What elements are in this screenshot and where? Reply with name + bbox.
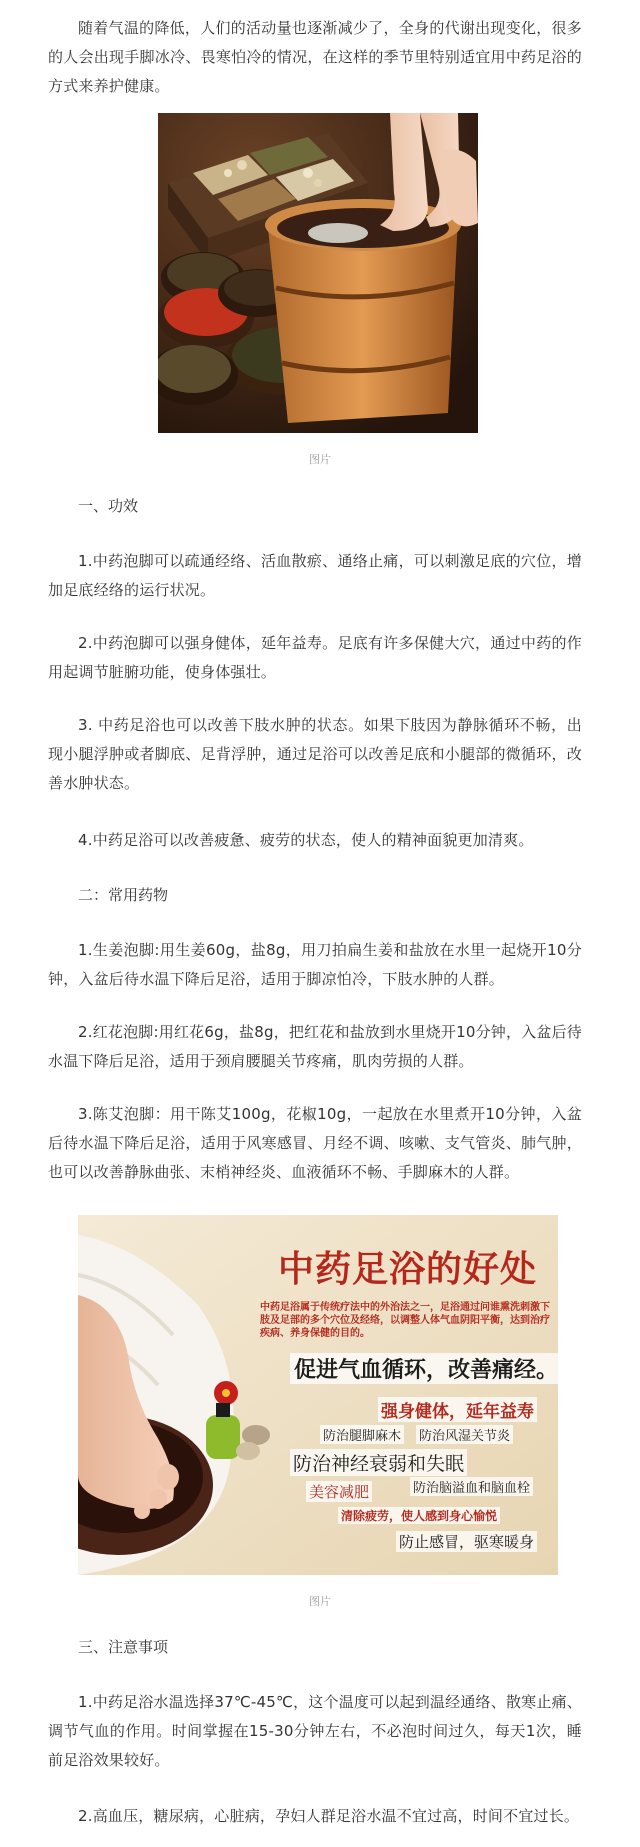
efficacy-item-1: 1.中药泡脚可以疏通经络、活血散瘀、通络止痛，可以刺激足底的穴位，增加足底经络的运行状况。 — [48, 552, 582, 599]
benefit-insomnia: 防治神经衰弱和失眠 — [290, 1449, 467, 1476]
intro-paragraph: 随着气温的降低，人们的活动量也逐渐减少了，全身的代谢出现变化，很多的人会出现手脚冰冷、畏寒怕冷的情况，在这样的季节里特别适宜用中药足浴的方式来养护健康。 — [48, 19, 582, 95]
precaution-item-2: 2.高血压，糖尿病，心脏病，孕妇人群足浴水温不宜过高，时间不宜过长。 — [78, 1807, 580, 1825]
benefit-longevity: 强身健体，延年益寿 — [378, 1397, 537, 1422]
herb-item-2: 2.红花泡脚:用红花6g，盐8g，把红花和盐放到水里烧开10分钟，入盆后待水温下降后足浴，适用于颈肩腰腿关节疼痛，肌肉劳损的人群。 — [48, 1023, 582, 1070]
herb-item-1: 1.生姜泡脚:用生姜60g，盐8g，用刀拍扁生姜和盐放在水里一起烧开10分钟，入盆后待水温下降后足浴，适用于脚凉怕冷，下肢水肿的人群。 — [48, 941, 582, 988]
benefit-arthritis: 防治风湿关节炎 — [416, 1425, 513, 1444]
benefit-numbness: 防治腿脚麻木 — [320, 1425, 404, 1444]
section-title-precautions: 三、注意事项 — [78, 1638, 169, 1656]
poster-title: 中药足浴的好处 — [278, 1248, 538, 1290]
efficacy-item-4: 4.中药足浴可以改善疲惫、疲劳的状态，使人的精神面貌更加清爽。 — [78, 831, 534, 849]
benefit-circulation: 促进气血循环，改善痛经。 — [290, 1353, 558, 1384]
section-title-herbs: 二：常用药物 — [78, 886, 169, 904]
herb-item-3: 3.陈艾泡脚：用干陈艾100g，花椒10g，一起放在水里煮开10分钟，入盆后待水温下降后足浴，适用于风寒感冒、月经不调、咳嗽、支气管炎、肺气肿，也可以改善静脉曲张、末梢神经炎、血液循环不畅、手脚麻木的人群。 — [48, 1105, 582, 1181]
benefit-cold: 防止感冒，驱寒暖身 — [396, 1531, 537, 1552]
efficacy-item-2: 2.中药泡脚可以强身健体，延年益寿。足底有许多保健大穴，通过中药的作用起调节脏腑功能，使身体强壮。 — [48, 634, 582, 681]
benefit-stroke: 防治脑溢血和脑血栓 — [410, 1477, 533, 1496]
herbal-footbath-illustration — [158, 113, 478, 433]
section-title-efficacy: 一、功效 — [78, 497, 139, 515]
precaution-item-1: 1.中药足浴水温选择37℃-45℃，这个温度可以起到温经通络、散寒止痛、调节气血的作用。时间掌握在15-30分钟左右，不必泡时间过久，每天1次，睡前足浴效果较好。 — [48, 1693, 582, 1769]
image-caption-2: 图片 — [309, 1595, 331, 1608]
benefit-beauty: 美容减肥 — [306, 1481, 372, 1502]
benefit-fatigue: 清除疲劳，使人感到身心愉悦 — [338, 1507, 500, 1524]
poster-intro: 中药足浴属于传统疗法中的外治法之一，足浴通过问谁熏洗刺激下肢及足部的多个穴位及经络，以调整人体气血阴阳平衡，达到治疗疾病、养身保健的目的。 — [260, 1302, 550, 1339]
top-edge — [0, 0, 640, 3]
efficacy-item-3: 3. 中药足浴也可以改善下肢水肿的状态。如果下肢因为静脉循环不畅，出现小腿浮肿或者脚底、足背浮肿，通过足浴可以改善足底和小腿部的微循环，改善水肿状态。 — [48, 716, 582, 792]
herbal-footbath-photo — [158, 113, 478, 433]
footbath-benefits-poster — [78, 1215, 558, 1575]
image-caption: 图片 — [309, 453, 331, 466]
